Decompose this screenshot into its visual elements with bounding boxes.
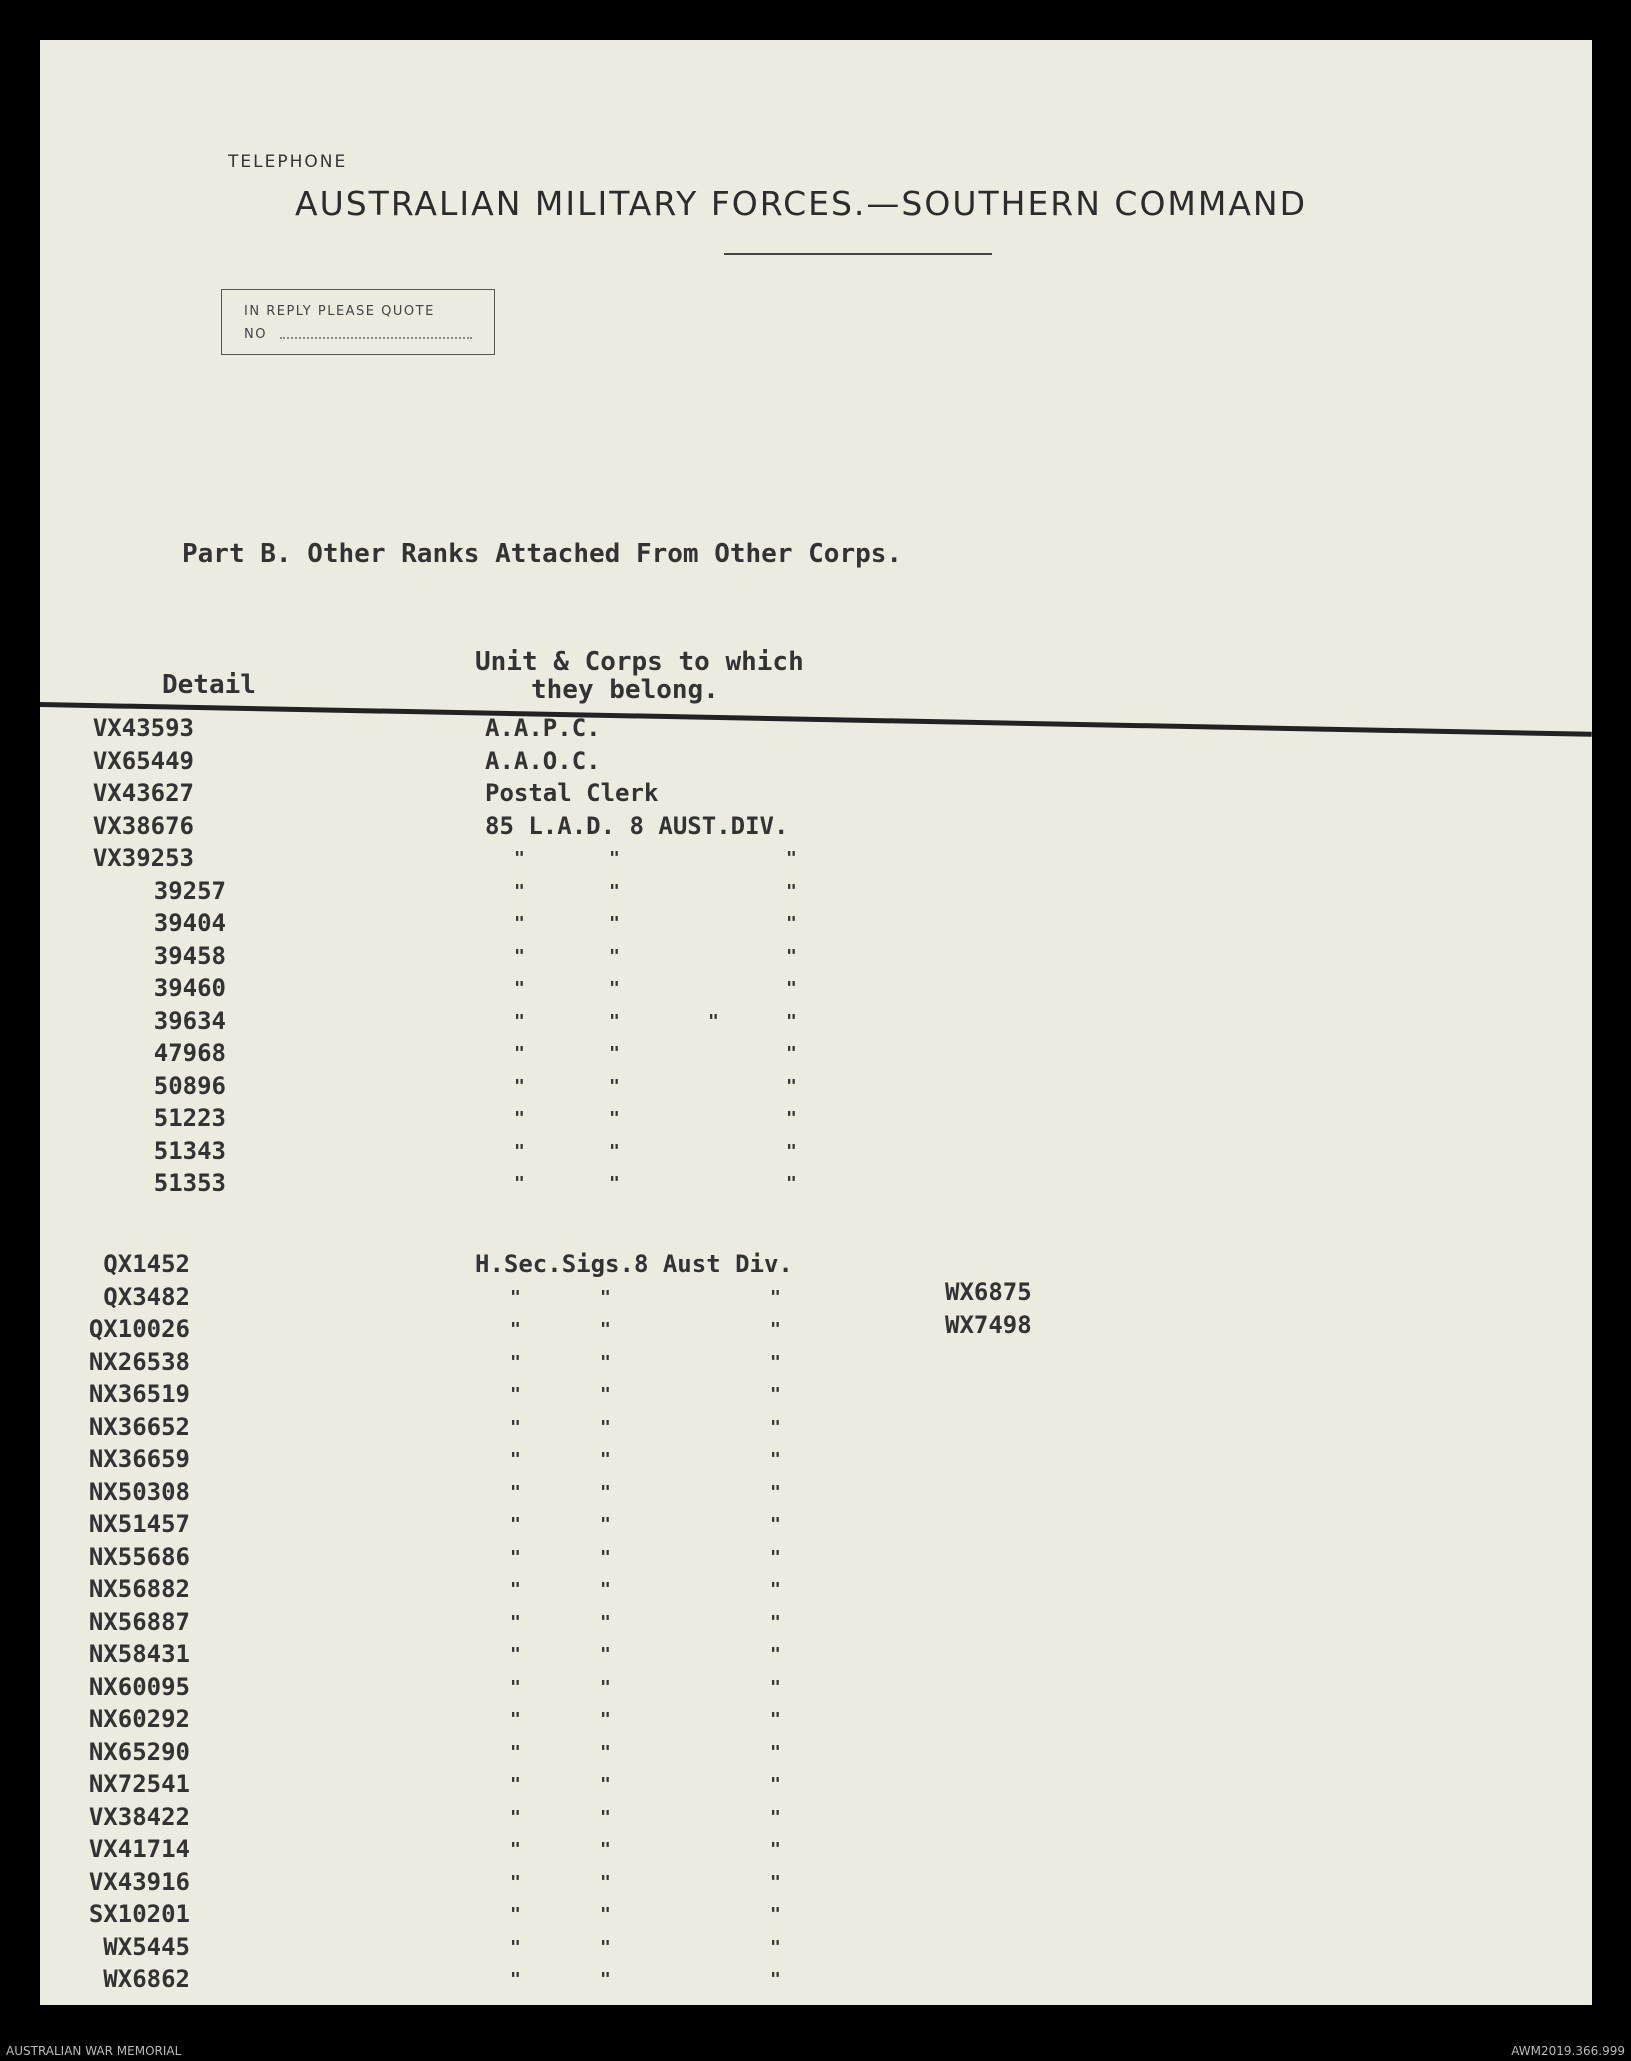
side-service-number: WX6875 <box>945 1278 1032 1306</box>
ditto-mark: " <box>609 848 620 869</box>
ditto-mark: " <box>510 1611 521 1633</box>
ditto-mark: " <box>600 1286 611 1308</box>
ditto-mark: " <box>609 1108 620 1129</box>
footer <box>0 2008 1631 2061</box>
service-number: 51223 <box>153 1104 226 1132</box>
unit-corps: A.A.P.C. <box>485 714 601 742</box>
service-number: 51353 <box>153 1169 226 1197</box>
ditto-mark: " <box>600 1449 611 1470</box>
ditto-mark: " <box>510 1286 521 1308</box>
ditto-mark: " <box>609 1173 620 1194</box>
ditto-mark: " <box>600 1806 611 1828</box>
reply-number-label: NO <box>244 327 267 342</box>
letterhead-rule <box>724 253 992 255</box>
ditto-mark: " <box>609 945 620 967</box>
ditto-mark: " <box>770 1286 781 1308</box>
ditto-mark: " <box>510 1806 521 1828</box>
ditto-mark: " <box>770 1676 781 1698</box>
service-number: NX72541 <box>88 1770 190 1798</box>
ditto-mark: " <box>609 1010 620 1032</box>
ditto-mark: " <box>510 1774 521 1795</box>
unit-corps: Postal Clerk <box>485 779 659 807</box>
ditto-mark: " <box>600 1319 611 1340</box>
service-number: VX43916 <box>88 1867 190 1896</box>
service-number: 39458 <box>153 941 226 970</box>
ditto-mark: " <box>514 880 525 902</box>
ditto-mark: " <box>770 1611 781 1633</box>
ditto-mark: " <box>510 1514 521 1535</box>
service-number: NX56882 <box>88 1575 190 1603</box>
ditto-mark: " <box>510 1449 521 1470</box>
service-number: NX26538 <box>88 1347 190 1376</box>
service-number: NX65290 <box>88 1737 190 1766</box>
ditto-mark: " <box>600 1839 611 1860</box>
ditto-mark: " <box>600 1871 611 1893</box>
unit-corps: A.A.O.C. <box>485 746 601 775</box>
footer-source: AUSTRALIAN WAR MEMORIAL <box>6 2044 182 2058</box>
ditto-mark: " <box>600 1579 611 1600</box>
reply-quote-label: IN REPLY PLEASE QUOTE <box>244 304 435 319</box>
ditto-mark: " <box>786 880 797 902</box>
unit-corps: 85 L.A.D. 8 AUST.DIV. <box>485 811 789 840</box>
letterhead-telephone: TELEPHONE <box>228 152 348 172</box>
ditto-mark: " <box>786 1173 797 1194</box>
service-number: NX36659 <box>88 1445 190 1473</box>
ditto-mark: " <box>770 1644 781 1665</box>
ditto-mark: " <box>514 1043 525 1064</box>
ditto-mark: " <box>514 1108 525 1129</box>
service-number: WX5445 <box>103 1932 190 1961</box>
ditto-mark: " <box>609 1075 620 1097</box>
ditto-mark: " <box>510 1319 521 1340</box>
ditto-mark: " <box>770 1806 781 1828</box>
ditto-mark: " <box>770 1774 781 1795</box>
ditto-mark: " <box>770 1481 781 1503</box>
column-header-unit <box>475 648 804 704</box>
ditto-mark: " <box>514 1140 525 1162</box>
ditto-mark: " <box>786 978 797 999</box>
ditto-mark: " <box>600 1709 611 1730</box>
ditto-mark: " <box>600 1676 611 1698</box>
ditto-mark: " <box>770 1384 781 1405</box>
ditto-mark: " <box>600 1904 611 1925</box>
ditto-mark: " <box>770 1741 781 1763</box>
ditto-mark: " <box>514 945 525 967</box>
service-number: VX38676 <box>92 811 194 840</box>
ditto-mark: " <box>770 1579 781 1600</box>
ditto-mark: " <box>510 1351 521 1373</box>
service-number: WX6862 <box>103 1965 190 1993</box>
service-number: VX41714 <box>88 1835 190 1863</box>
ditto-mark: " <box>510 1904 521 1925</box>
service-number: NX58431 <box>88 1640 190 1668</box>
ditto-mark: " <box>609 913 620 934</box>
ditto-mark: " <box>770 1839 781 1860</box>
ditto-mark: " <box>514 1173 525 1194</box>
ditto-mark: " <box>600 1514 611 1535</box>
column-header-unit-line1: Unit & Corps to which <box>475 647 804 677</box>
column-header-detail: Detail <box>162 670 256 700</box>
ditto-mark: " <box>600 1774 611 1795</box>
service-number: NX56887 <box>88 1607 190 1636</box>
ditto-mark: " <box>514 1010 525 1032</box>
ditto-mark: " <box>770 1319 781 1340</box>
ditto-mark: " <box>510 1871 521 1893</box>
service-number: 39634 <box>153 1006 226 1035</box>
ditto-mark: " <box>514 848 525 869</box>
ditto-mark: " <box>770 1514 781 1535</box>
ditto-mark: " <box>510 1481 521 1503</box>
ditto-mark: " <box>514 913 525 934</box>
service-number: NX60292 <box>88 1705 190 1733</box>
service-number: 50896 <box>153 1071 226 1100</box>
unit-corps: H.Sec.Sigs.8 Aust Div. <box>475 1250 793 1278</box>
service-number: VX38422 <box>88 1802 190 1831</box>
service-number: VX65449 <box>92 746 194 775</box>
ditto-mark: " <box>770 1449 781 1470</box>
ditto-mark: " <box>609 1140 620 1162</box>
ditto-mark: " <box>770 1351 781 1373</box>
service-number: NX51457 <box>88 1510 190 1538</box>
header-rule <box>40 702 1592 737</box>
service-number: 39257 <box>153 876 226 905</box>
service-number: VX39253 <box>92 844 194 872</box>
ditto-mark: " <box>510 1384 521 1405</box>
ditto-mark: " <box>609 1043 620 1064</box>
document-sheet <box>40 40 1592 2005</box>
ditto-mark: " <box>600 1481 611 1503</box>
ditto-mark: " <box>510 1741 521 1763</box>
ditto-mark: " <box>600 1546 611 1568</box>
service-number: QX10026 <box>88 1315 190 1343</box>
ditto-mark: " <box>786 848 797 869</box>
service-number: 39404 <box>153 909 226 937</box>
ditto-mark: " <box>510 1676 521 1698</box>
ditto-mark: " <box>770 1904 781 1925</box>
ditto-mark: " <box>510 1709 521 1730</box>
service-number: VX43627 <box>92 779 194 807</box>
ditto-mark: " <box>786 1075 797 1097</box>
ditto-mark: " <box>786 1010 797 1032</box>
service-number: NX50308 <box>88 1477 190 1506</box>
ditto-mark: " <box>514 978 525 999</box>
section-title: Part B. Other Ranks Attached From Other Corps. <box>182 539 903 569</box>
side-service-number: WX7498 <box>945 1310 1032 1339</box>
service-number: NX36652 <box>88 1412 190 1441</box>
ditto-mark: " <box>708 1010 719 1032</box>
footer-accession: AWM2019.366.999 <box>1511 2044 1625 2058</box>
service-number: NX55686 <box>88 1542 190 1571</box>
ditto-mark: " <box>770 1936 781 1958</box>
ditto-mark: " <box>600 1644 611 1665</box>
reply-number-dotted-line <box>280 337 472 339</box>
ditto-mark: " <box>786 945 797 967</box>
ditto-mark: " <box>600 1384 611 1405</box>
ditto-mark: " <box>770 1969 781 1990</box>
letterhead-title: AUSTRALIAN MILITARY FORCES.—SOUTHERN COMMAND <box>295 184 1308 223</box>
column-header-unit-line2: they belong. <box>531 675 719 705</box>
service-number: QX1452 <box>103 1250 190 1278</box>
reply-reference-box <box>221 289 495 355</box>
ditto-mark: " <box>510 1969 521 1990</box>
service-number: 51343 <box>153 1136 226 1165</box>
ditto-mark: " <box>510 1416 521 1438</box>
service-number: SX10201 <box>88 1900 190 1928</box>
ditto-mark: " <box>510 1936 521 1958</box>
service-number: NX36519 <box>88 1380 190 1408</box>
ditto-mark: " <box>786 1140 797 1162</box>
ditto-mark: " <box>786 1043 797 1064</box>
ditto-mark: " <box>600 1416 611 1438</box>
ditto-mark: " <box>770 1416 781 1438</box>
ditto-mark: " <box>514 1075 525 1097</box>
ditto-mark: " <box>770 1546 781 1568</box>
ditto-mark: " <box>770 1871 781 1893</box>
ditto-mark: " <box>609 880 620 902</box>
service-number: VX43593 <box>92 714 194 742</box>
ditto-mark: " <box>600 1351 611 1373</box>
ditto-mark: " <box>510 1546 521 1568</box>
service-number: QX3482 <box>103 1282 190 1311</box>
ditto-mark: " <box>510 1644 521 1665</box>
ditto-mark: " <box>600 1611 611 1633</box>
service-number: 39460 <box>153 974 226 1002</box>
ditto-mark: " <box>600 1936 611 1958</box>
service-number: 47968 <box>153 1039 226 1067</box>
ditto-mark: " <box>600 1741 611 1763</box>
ditto-mark: " <box>609 978 620 999</box>
service-number: NX60095 <box>88 1672 190 1701</box>
ditto-mark: " <box>786 1108 797 1129</box>
ditto-mark: " <box>600 1969 611 1990</box>
ditto-mark: " <box>786 913 797 934</box>
ditto-mark: " <box>510 1579 521 1600</box>
ditto-mark: " <box>770 1709 781 1730</box>
ditto-mark: " <box>510 1839 521 1860</box>
